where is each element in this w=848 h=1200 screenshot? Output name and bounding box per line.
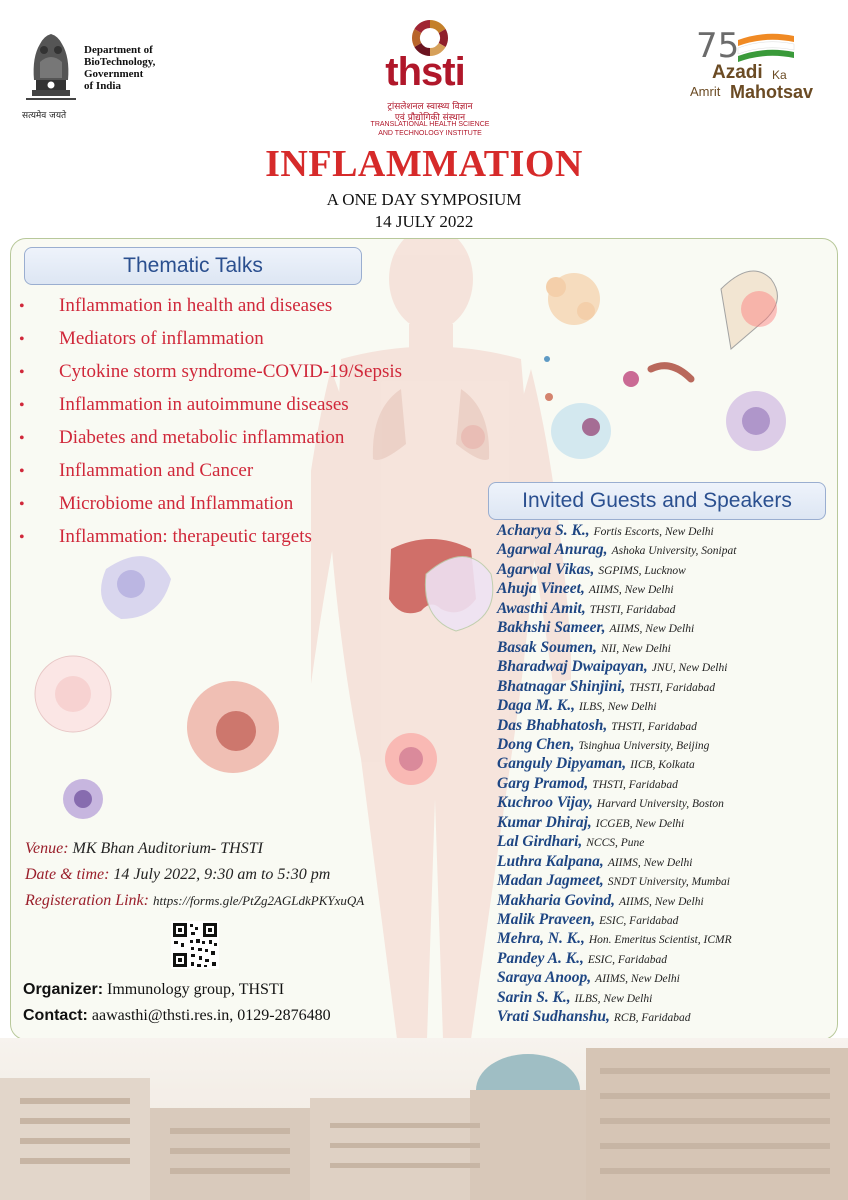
thsti-hindi-line: ट्रांसलेशनल स्वास्थ्य विज्ञान — [387, 102, 473, 112]
speaker-item — [497, 892, 704, 910]
thsti-wordmark: thsti — [385, 50, 465, 94]
speaker-item — [497, 522, 714, 540]
speaker-affiliation: SGPIMS, Lucknow — [598, 564, 686, 577]
speaker-name: Bharadwaj Dwaipayan, — [497, 658, 648, 676]
contact-line — [23, 1007, 331, 1025]
topic-item — [19, 361, 402, 383]
invited-guests-heading: Invited Guests and Speakers — [488, 482, 826, 520]
azadi-mahotsav: Mahotsav — [730, 82, 814, 102]
dbt-line: Government — [84, 68, 144, 80]
speaker-name: Mehra, N. K., — [497, 930, 585, 948]
speaker-name: Agarwal Anurag, — [497, 541, 608, 559]
speaker-affiliation: THSTI, Faridabad — [611, 720, 697, 733]
speaker-affiliation: Fortis Escorts, New Delhi — [593, 526, 714, 538]
dbt-text — [84, 44, 155, 92]
venue-line — [25, 840, 263, 858]
topic-label: Cytokine storm syndrome-COVID-19/Sepsis — [59, 361, 403, 382]
bullet-icon: • — [19, 430, 25, 447]
speaker-name: Kuchroo Vijay, — [497, 794, 593, 812]
speaker-name: Pandey A. K., — [497, 949, 584, 967]
cell-illustrations — [11, 239, 837, 1039]
datetime-value: 14 July 2022, 9:30 am to 5:30 pm — [113, 866, 331, 883]
topic-item — [19, 295, 332, 317]
topic-item — [19, 328, 264, 350]
speaker-name: Agarwal Vikas, — [497, 560, 595, 578]
speaker-name: Luthra Kalpana, — [497, 852, 604, 870]
venue-value: MK Bhan Auditorium- THSTI — [72, 840, 263, 857]
speaker-affiliation: AIIMS, New Delhi — [595, 973, 680, 986]
speaker-item — [497, 619, 694, 637]
speaker-name: Sarin S. K., — [497, 988, 571, 1006]
dbt-line: Department of — [84, 44, 153, 56]
speaker-name: Garg Pramod, — [497, 774, 589, 792]
topic-item — [19, 460, 253, 482]
speaker-affiliation: AIIMS, New Delhi — [619, 895, 704, 908]
thsti-english-line: TRANSLATIONAL HEALTH SCIENCE — [370, 121, 490, 128]
speaker-item — [497, 639, 671, 657]
bullet-icon: • — [19, 529, 25, 546]
speaker-item — [497, 697, 657, 715]
speaker-item — [497, 833, 644, 851]
speaker-item — [497, 950, 667, 968]
azadi-ka: Ka — [772, 68, 787, 82]
speaker-item — [497, 794, 724, 812]
campus-building-photo — [0, 1038, 848, 1200]
azadi-amrit: Amrit — [690, 84, 721, 99]
speaker-name: Makharia Govind, — [497, 891, 615, 909]
datetime-line — [25, 866, 330, 884]
speaker-affiliation: NCCS, Pune — [586, 837, 645, 850]
contact-value: aawasthi@thsti.res.in, 0129-2876480 — [91, 1007, 331, 1024]
speaker-name: Dong Chen, — [497, 735, 575, 753]
bullet-icon: • — [19, 463, 25, 480]
speaker-item — [497, 814, 684, 832]
speaker-affiliation: AIIMS, New Delhi — [609, 623, 695, 636]
thsti-english-name — [360, 120, 500, 138]
speaker-affiliation: Tsinghua University, Beijing — [578, 739, 710, 752]
azadi-word: Azadi — [712, 62, 763, 83]
topic-label: Inflammation in health and diseases — [59, 295, 333, 316]
speaker-affiliation: ICGEB, New Delhi — [595, 817, 685, 830]
speaker-item — [497, 561, 686, 579]
speaker-name: Kumar Dhiraj, — [497, 813, 592, 831]
topic-item — [19, 493, 293, 515]
speaker-item — [497, 755, 695, 773]
speaker-affiliation: ILBS, New Delhi — [574, 992, 653, 1005]
azadi-ka-amrit-mahotsav-logo — [690, 22, 814, 112]
speaker-affiliation: IICB, Kolkata — [630, 759, 695, 772]
speaker-item — [497, 1008, 691, 1026]
speaker-affiliation: Ashoka University, Sonipat — [611, 545, 737, 558]
speaker-affiliation: THSTI, Faridabad — [592, 778, 678, 791]
registration-link[interactable]: https://forms.gle/PtZg2AGLdkPKYxuQA — [152, 893, 365, 908]
speaker-affiliation: RCB, Faridabad — [613, 1012, 691, 1025]
topic-label: Mediators of inflammation — [59, 328, 264, 349]
thematic-talks-heading: Thematic Talks — [24, 247, 362, 285]
main-panel — [10, 238, 838, 1040]
dbt-line: BioTechnology, — [84, 56, 156, 68]
speaker-affiliation: Harvard University, Boston — [596, 798, 724, 811]
page-subtitle: A ONE DAY SYMPOSIUM — [326, 190, 522, 209]
organizer-line — [23, 981, 284, 999]
datetime-label: Date & time: — [25, 866, 110, 883]
speaker-name: Basak Soumen, — [497, 638, 597, 656]
bullet-icon: • — [19, 496, 25, 513]
speaker-affiliation: THSTI, Faridabad — [629, 681, 715, 694]
speaker-name: Bhatnagar Shinjini, — [497, 677, 626, 695]
topic-label: Microbiome and Inflammation — [59, 493, 294, 514]
speaker-affiliation: ESIC, Faridabad — [587, 953, 668, 966]
speaker-affiliation: JNU, New Delhi — [651, 662, 728, 675]
topic-item — [19, 427, 344, 449]
speaker-name: Vrati Sudhanshu, — [497, 1008, 610, 1026]
thsti-hindi-line: एवं प्रौद्योगिकी संस्थान — [394, 113, 466, 123]
page-title: INFLAMMATION — [265, 143, 583, 185]
speaker-name: Ahuja Vineet, — [497, 580, 585, 598]
bullet-icon: • — [19, 331, 25, 348]
thsti-english-line: AND TECHNOLOGY INSTITUTE — [378, 130, 482, 137]
azadi-number: 75 — [696, 26, 740, 66]
topic-item — [19, 526, 312, 548]
speaker-item — [497, 717, 697, 735]
speaker-name: Acharya S. K., — [497, 522, 590, 539]
registration-line — [25, 892, 364, 910]
speaker-affiliation: THSTI, Faridabad — [589, 603, 676, 616]
emblem-motto: सत्यमेव जयते — [22, 111, 67, 121]
ashoka-emblem-logo — [22, 22, 80, 118]
venue-label: Venue: — [25, 840, 69, 857]
speaker-affiliation: ESIC, Faridabad — [599, 915, 679, 927]
topic-item — [19, 394, 349, 416]
qr-code-icon[interactable] — [171, 921, 219, 969]
speaker-item — [497, 930, 732, 948]
speaker-affiliation: AIIMS, New Delhi — [607, 856, 693, 869]
bullet-icon: • — [19, 364, 25, 381]
speaker-item — [497, 911, 678, 929]
speaker-item — [497, 969, 680, 987]
speaker-name: Ganguly Dipyaman, — [497, 755, 627, 773]
bullet-icon: • — [19, 298, 25, 315]
speaker-item — [497, 600, 675, 618]
speaker-item — [497, 853, 692, 871]
speaker-name: Bakhshi Sameer, — [497, 619, 606, 637]
contact-label: Contact: — [23, 1007, 88, 1024]
bullet-icon: • — [19, 397, 25, 414]
speaker-item — [497, 775, 678, 793]
speaker-item — [497, 580, 674, 598]
dbt-line: of India — [84, 80, 121, 92]
registration-label: Registeration Link: — [25, 892, 149, 909]
organizer-value: Immunology group, THSTI — [107, 981, 285, 998]
speaker-affiliation: Hon. Emeritus Scientist, ICMR — [588, 934, 732, 947]
speaker-name: Daga M. K., — [497, 697, 575, 715]
topic-label: Inflammation: therapeutic targets — [59, 526, 312, 547]
topic-label: Inflammation in autoimmune diseases — [59, 394, 349, 415]
organizer-label: Organizer: — [23, 981, 104, 998]
speaker-item — [497, 541, 736, 559]
speaker-affiliation: NII, New Delhi — [600, 642, 671, 655]
speaker-item — [497, 872, 730, 890]
speaker-name: Lal Girdhari, — [497, 833, 583, 851]
speaker-name: Saraya Anoop, — [497, 969, 592, 987]
speaker-item — [497, 678, 715, 696]
speaker-item — [497, 736, 709, 754]
speaker-name: Das Bhabhatosh, — [497, 716, 608, 734]
speaker-affiliation: SNDT University, Mumbai — [607, 876, 730, 889]
speaker-affiliation: AIIMS, New Delhi — [588, 584, 674, 597]
speaker-name: Awasthi Amit, — [497, 599, 586, 617]
speaker-item — [497, 989, 652, 1007]
speaker-name: Malik Praveen, — [497, 911, 596, 928]
event-date: 14 JULY 2022 — [374, 212, 474, 231]
topic-label: Diabetes and metabolic inflammation — [59, 427, 345, 448]
topic-label: Inflammation and Cancer — [59, 460, 254, 481]
speaker-affiliation: ILBS, New Delhi — [578, 701, 657, 714]
speaker-item — [497, 658, 727, 676]
speaker-name: Madan Jagmeet, — [497, 872, 604, 890]
